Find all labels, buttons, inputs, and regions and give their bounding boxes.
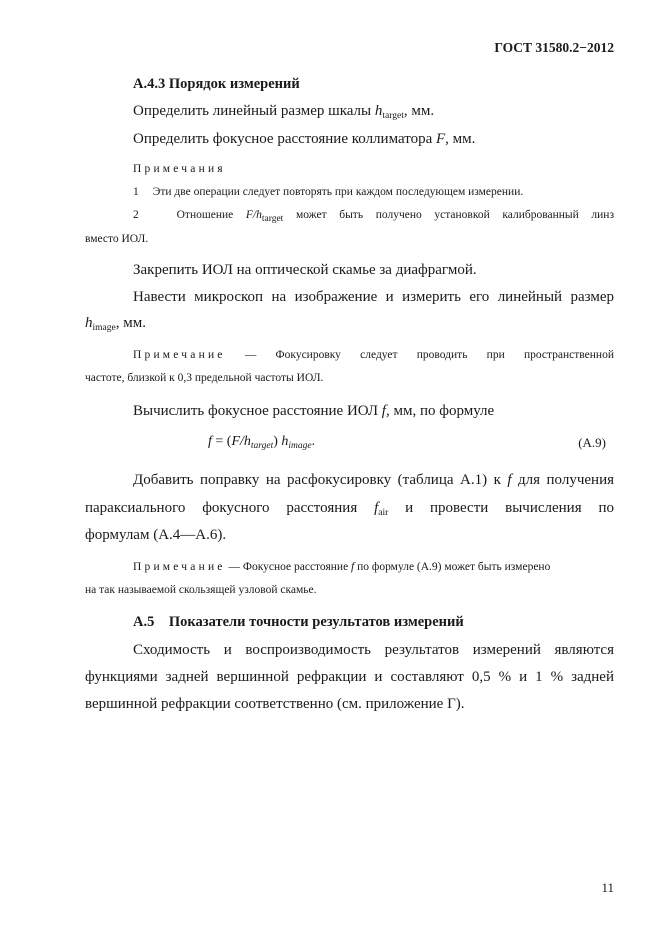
accuracy-line3: вершинной рефракции соответственно (см. приложение Г). — [85, 696, 465, 712]
note-2-line1: 2 Отношение $F/h_{target}$ может быть получено установкой калиброванный линз — [133, 209, 614, 224]
note-2-line2: вместо ИОЛ. — [85, 233, 149, 245]
step-fix-iol: Закрепить ИОЛ на оптической скамье за диафрагмой. — [133, 262, 477, 278]
section-a5-title: А.5 Показатели точности результатов измерений — [133, 614, 464, 630]
formula-number: (А.9) — [578, 435, 606, 450]
section-a43-title: А.4.3 Порядок измерений — [133, 76, 300, 92]
correction-line2: параксиального фокусного расстояния $f_{air}$ и провести вычисления по — [85, 500, 614, 518]
step-scale-size: Определить линейный размер шкалы $h_{target}$, мм. — [133, 103, 435, 121]
page-number: 11 — [601, 880, 614, 895]
step-microscope-line2: $h_{image}$, мм. — [85, 315, 146, 333]
note-sliding-bench-line2: на так называемой скользящей узловой скамье. — [85, 584, 317, 596]
formula-a9: $f = (F/h_{target})$ $h_{image}$. — [208, 434, 316, 451]
accuracy-line2: функциями задней вершинной рефракции и составляют 0,5 % и 1 % задней — [85, 669, 614, 685]
note-sliding-bench-line1: Примечание — Фокусное расстояние f по формуле (А.9) может быть измерено — [133, 561, 551, 573]
document-header: ГОСТ 31580.2−2012 — [494, 40, 614, 55]
notes-heading: Примечания — [133, 163, 226, 175]
correction-line3: формулам (А.4—А.6). — [85, 527, 227, 543]
note-focusing-line1: Примечание — Фокусировку следует проводить при пространственной — [133, 349, 614, 361]
step-microscope-line1: Навести микроскоп на изображение и измерить его линейный размер — [133, 289, 614, 305]
step-calc-focus: Вычислить фокусное расстояние ИОЛ f, мм, по формуле — [133, 403, 495, 419]
correction-line1: Добавить поправку на расфокусировку (таблица А.1) к f для получения — [133, 472, 614, 488]
step-collimator-focus: Определить фокусное расстояние коллиматора F, мм. — [133, 131, 476, 147]
note-1: 1 Эти две операции следует повторять при каждом последующем измерении. — [133, 186, 524, 198]
accuracy-line1: Сходимость и воспроизводимость результатов измерений являются — [133, 642, 614, 658]
note-focusing-line2: частоте, близкой к 0,3 предельной частоты ИОЛ. — [85, 372, 324, 384]
